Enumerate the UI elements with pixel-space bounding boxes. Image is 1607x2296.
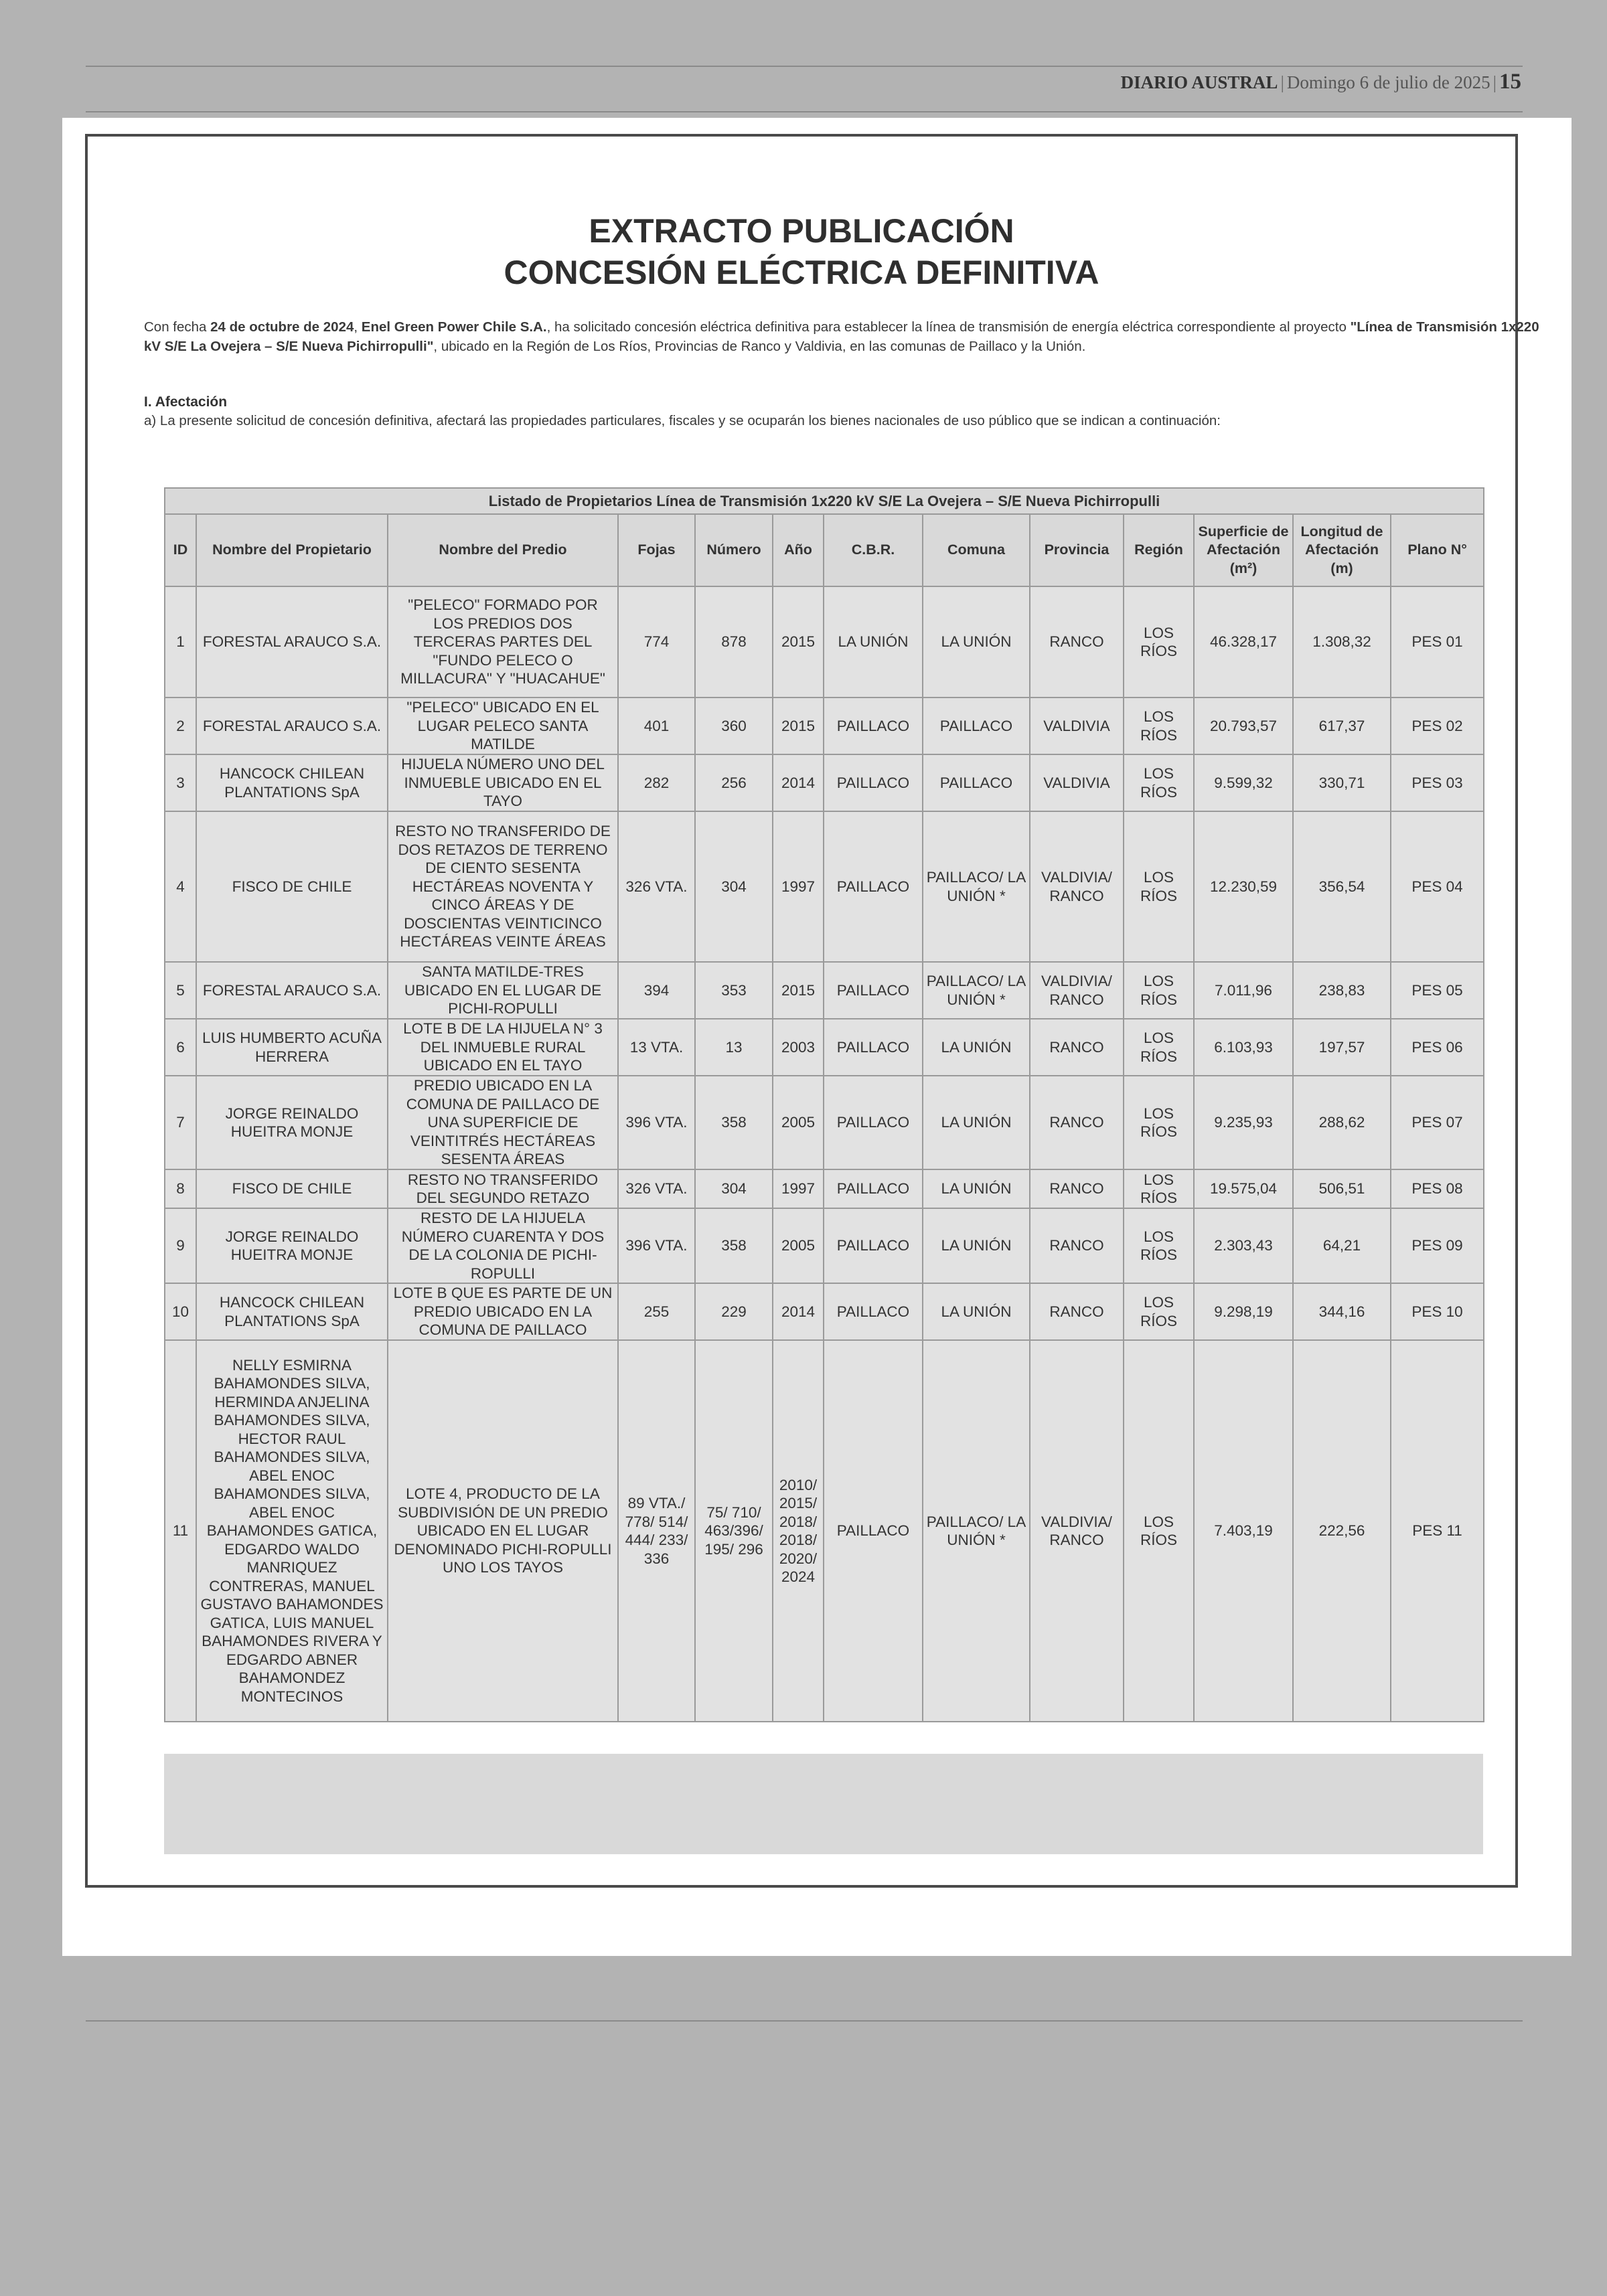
cell-provincia: VALDIVIA/ RANCO (1030, 1340, 1124, 1722)
cell-provincia: VALDIVIA (1030, 698, 1124, 754)
cell-region: LOS RÍOS (1124, 962, 1194, 1019)
intro-text: , (354, 319, 362, 335)
owners-table (164, 487, 1484, 1722)
cell-provincia: RANCO (1030, 1076, 1124, 1169)
cell-longitud: 617,37 (1293, 698, 1391, 754)
masthead: DIARIO AUSTRAL | Domingo 6 de julio de 2025 | 15 (1120, 70, 1521, 94)
footer-blank-box (164, 1754, 1483, 1854)
cell-fojas: 396 VTA. (618, 1076, 695, 1169)
cell-id: 11 (165, 1340, 196, 1722)
cell-superficie: 19.575,04 (1194, 1169, 1293, 1208)
cell-provincia: RANCO (1030, 586, 1124, 698)
cell-anio: 2005 (773, 1208, 824, 1283)
col-header-region: Región (1124, 514, 1194, 586)
notice-sheet (62, 118, 1572, 1956)
col-header-numero: Número (695, 514, 773, 586)
cell-fojas: 396 VTA. (618, 1208, 695, 1283)
cell-comuna: LA UNIÓN (923, 1169, 1030, 1208)
cell-plano: PES 03 (1391, 754, 1484, 811)
cell-provincia: RANCO (1030, 1169, 1124, 1208)
intro-date: 24 de octubre de 2024 (210, 319, 354, 335)
col-header-cbr: C.B.R. (824, 514, 923, 586)
cell-plano: PES 10 (1391, 1283, 1484, 1340)
cell-cbr: PAILLACO (824, 698, 923, 754)
cell-region: LOS RÍOS (1124, 1208, 1194, 1283)
cell-cbr: PAILLACO (824, 1076, 923, 1169)
page-number: 15 (1499, 70, 1521, 94)
table-row (165, 586, 1484, 698)
cell-fojas: 326 VTA. (618, 811, 695, 962)
table-row (165, 1283, 1484, 1340)
notice-title (88, 210, 1515, 293)
cell-provincia: VALDIVIA (1030, 754, 1124, 811)
table-row (165, 962, 1484, 1019)
cell-fojas: 394 (618, 962, 695, 1019)
cell-numero: 358 (695, 1076, 773, 1169)
bottom-rule (86, 2020, 1523, 2022)
cell-anio: 2014 (773, 754, 824, 811)
cell-fojas: 282 (618, 754, 695, 811)
cell-owner: HANCOCK CHILEAN PLANTATIONS SpA (196, 1283, 388, 1340)
cell-comuna: LA UNIÓN (923, 1283, 1030, 1340)
cell-superficie: 46.328,17 (1194, 586, 1293, 698)
cell-longitud: 330,71 (1293, 754, 1391, 811)
cell-numero: 878 (695, 586, 773, 698)
cell-owner: FORESTAL ARAUCO S.A. (196, 586, 388, 698)
cell-numero: 304 (695, 811, 773, 962)
table-row (165, 698, 1484, 754)
cell-longitud: 356,54 (1293, 811, 1391, 962)
cell-comuna: PAILLACO/ LA UNIÓN * (923, 811, 1030, 962)
cell-id: 8 (165, 1169, 196, 1208)
cell-cbr: PAILLACO (824, 1340, 923, 1722)
col-header-plano: Plano N° (1391, 514, 1484, 586)
cell-predio: SANTA MATILDE-TRES UBICADO EN EL LUGAR DE PICHI-ROPULLI (388, 962, 618, 1019)
cell-predio: RESTO NO TRANSFERIDO DE DOS RETAZOS DE TERRENO DE CIENTO SESENTA HECTÁREAS NOVENTA Y CINCO ÁREAS Y DE DOSCIENTAS VEINTICINCO HECTÁREAS VEINTE ÁREAS (388, 811, 618, 962)
cell-plano: PES 01 (1391, 586, 1484, 698)
cell-numero: 304 (695, 1169, 773, 1208)
cell-comuna: LA UNIÓN (923, 586, 1030, 698)
section-a-text: a) La presente solicitud de concesión definitiva, afectará las propiedades particulares, fiscales y se ocuparán los bienes nacionales de uso público que se indican a continuación: (144, 413, 1221, 428)
cell-predio: LOTE B DE LA HIJUELA N° 3 DEL INMUEBLE RURAL UBICADO EN EL TAYO (388, 1019, 618, 1076)
cell-cbr: PAILLACO (824, 754, 923, 811)
col-header-predio: Nombre del Predio (388, 514, 618, 586)
cell-fojas: 326 VTA. (618, 1169, 695, 1208)
cell-owner: FORESTAL ARAUCO S.A. (196, 962, 388, 1019)
cell-superficie: 7.403,19 (1194, 1340, 1293, 1722)
masthead-underline (86, 111, 1523, 112)
title-line-2: CONCESIÓN ELÉCTRICA DEFINITIVA (504, 254, 1099, 291)
table-row (165, 1340, 1484, 1722)
cell-predio: "PELECO" UBICADO EN EL LUGAR PELECO SANTA MATILDE (388, 698, 618, 754)
table-row (165, 754, 1484, 811)
cell-predio: RESTO NO TRANSFERIDO DEL SEGUNDO RETAZO (388, 1169, 618, 1208)
cell-plano: PES 09 (1391, 1208, 1484, 1283)
cell-numero: 353 (695, 962, 773, 1019)
cell-region: LOS RÍOS (1124, 586, 1194, 698)
cell-predio: LOTE B QUE ES PARTE DE UN PREDIO UBICADO EN LA COMUNA DE PAILLACO (388, 1283, 618, 1340)
cell-superficie: 12.230,59 (1194, 811, 1293, 962)
cell-longitud: 506,51 (1293, 1169, 1391, 1208)
cell-anio: 1997 (773, 1169, 824, 1208)
cell-cbr: PAILLACO (824, 1208, 923, 1283)
table-row (165, 1076, 1484, 1169)
notice-frame (85, 134, 1539, 1888)
cell-region: LOS RÍOS (1124, 698, 1194, 754)
col-header-comuna: Comuna (923, 514, 1030, 586)
intro-text: Con fecha (144, 319, 211, 335)
cell-anio: 2005 (773, 1076, 824, 1169)
col-header-owner: Nombre del Propietario (196, 514, 388, 586)
cell-numero: 229 (695, 1283, 773, 1340)
cell-id: 5 (165, 962, 196, 1019)
cell-id: 3 (165, 754, 196, 811)
cell-region: LOS RÍOS (1124, 754, 1194, 811)
cell-provincia: VALDIVIA/ RANCO (1030, 811, 1124, 962)
cell-provincia: RANCO (1030, 1019, 1124, 1076)
cell-owner: JORGE REINALDO HUEITRA MONJE (196, 1208, 388, 1283)
intro-paragraph (144, 317, 1547, 356)
table-row (165, 811, 1484, 962)
cell-id: 2 (165, 698, 196, 754)
cell-anio: 2010/ 2015/ 2018/ 2018/ 2020/ 2024 (773, 1340, 824, 1722)
cell-longitud: 238,83 (1293, 962, 1391, 1019)
cell-provincia: VALDIVIA/ RANCO (1030, 962, 1124, 1019)
cell-longitud: 1.308,32 (1293, 586, 1391, 698)
cell-fojas: 89 VTA./ 778/ 514/ 444/ 233/ 336 (618, 1340, 695, 1722)
cell-region: LOS RÍOS (1124, 1340, 1194, 1722)
cell-owner: FISCO DE CHILE (196, 1169, 388, 1208)
cell-id: 6 (165, 1019, 196, 1076)
cell-cbr: PAILLACO (824, 1169, 923, 1208)
cell-id: 7 (165, 1076, 196, 1169)
cell-predio: LOTE 4, PRODUCTO DE LA SUBDIVISIÓN DE UN PREDIO UBICADO EN EL LUGAR DENOMINADO PICHI-ROPULLI UNO LOS TAYOS (388, 1340, 618, 1722)
cell-region: LOS RÍOS (1124, 1169, 1194, 1208)
table-caption: Listado de Propietarios Línea de Transmisión 1x220 kV S/E La Ovejera – S/E Nueva Pichirropulli (165, 488, 1484, 514)
title-line-1: EXTRACTO PUBLICACIÓN (589, 212, 1014, 250)
cell-owner: FORESTAL ARAUCO S.A. (196, 698, 388, 754)
table-row (165, 1019, 1484, 1076)
cell-comuna: PAILLACO (923, 754, 1030, 811)
cell-comuna: PAILLACO/ LA UNIÓN * (923, 962, 1030, 1019)
table-row (165, 1208, 1484, 1283)
cell-owner: FISCO DE CHILE (196, 811, 388, 962)
cell-owner: HANCOCK CHILEAN PLANTATIONS SpA (196, 754, 388, 811)
table-row (165, 1169, 1484, 1208)
cell-superficie: 20.793,57 (1194, 698, 1293, 754)
cell-superficie: 7.011,96 (1194, 962, 1293, 1019)
cell-predio: RESTO DE LA HIJUELA NÚMERO CUARENTA Y DOS DE LA COLONIA DE PICHI-ROPULLI (388, 1208, 618, 1283)
cell-id: 10 (165, 1283, 196, 1340)
cell-plano: PES 05 (1391, 962, 1484, 1019)
cell-predio: "PELECO" FORMADO POR LOS PREDIOS DOS TERCERAS PARTES DEL "FUNDO PELECO O MILLACURA" Y "HUACAHUE" (388, 586, 618, 698)
cell-anio: 2015 (773, 586, 824, 698)
cell-comuna: LA UNIÓN (923, 1208, 1030, 1283)
cell-anio: 2003 (773, 1019, 824, 1076)
intro-text: , ubicado en la Región de Los Ríos, Provincias de Ranco y Valdivia, en las comunas de Paillaco y la Unión. (433, 339, 1086, 354)
intro-project: "Línea de Transmisión 1x220 kV S/E La Ovejera – S/E Nueva Pichirropulli" (144, 319, 1539, 354)
cell-region: LOS RÍOS (1124, 1076, 1194, 1169)
cell-plano: PES 04 (1391, 811, 1484, 962)
col-header-id: ID (165, 514, 196, 586)
cell-owner: NELLY ESMIRNA BAHAMONDES SILVA, HERMINDA ANJELINA BAHAMONDES SILVA, HECTOR RAUL BAHAMONDES SILVA, ABEL ENOC BAHAMONDES SILVA, ABEL ENOC BAHAMONDES GATICA, EDGARDO WALDO MANRIQUEZ CONTRERAS, MANUEL GUSTAVO BAHAMONDES GATICA, LUIS MANUEL BAHAMONDES RIVERA Y EDGARDO ABNER BAHAMONDEZ MONTECINOS (196, 1340, 388, 1722)
col-header-provincia: Provincia (1030, 514, 1124, 586)
cell-fojas: 774 (618, 586, 695, 698)
cell-longitud: 197,57 (1293, 1019, 1391, 1076)
table-header-row (165, 514, 1484, 586)
cell-anio: 2015 (773, 698, 824, 754)
cell-predio: PREDIO UBICADO EN LA COMUNA DE PAILLACO DE UNA SUPERFICIE DE VEINTITRÉS HECTÁREAS SESENTA ÁREAS (388, 1076, 618, 1169)
cell-predio: HIJUELA NÚMERO UNO DEL INMUEBLE UBICADO EN EL TAYO (388, 754, 618, 811)
cell-comuna: PAILLACO (923, 698, 1030, 754)
cell-cbr: PAILLACO (824, 1019, 923, 1076)
cell-owner: JORGE REINALDO HUEITRA MONJE (196, 1076, 388, 1169)
cell-id: 4 (165, 811, 196, 962)
cell-fojas: 13 VTA. (618, 1019, 695, 1076)
cell-numero: 75/ 710/ 463/396/ 195/ 296 (695, 1340, 773, 1722)
cell-superficie: 9.235,93 (1194, 1076, 1293, 1169)
cell-longitud: 222,56 (1293, 1340, 1391, 1722)
cell-comuna: PAILLACO/ LA UNIÓN * (923, 1340, 1030, 1722)
cell-fojas: 401 (618, 698, 695, 754)
cell-longitud: 64,21 (1293, 1208, 1391, 1283)
section-heading: I. Afectación (144, 394, 228, 410)
cell-superficie: 6.103,93 (1194, 1019, 1293, 1076)
top-rule (86, 66, 1523, 67)
cell-superficie: 9.599,32 (1194, 754, 1293, 811)
cell-region: LOS RÍOS (1124, 1283, 1194, 1340)
cell-numero: 360 (695, 698, 773, 754)
cell-owner: LUIS HUMBERTO ACUÑA HERRERA (196, 1019, 388, 1076)
cell-numero: 358 (695, 1208, 773, 1283)
cell-cbr: PAILLACO (824, 811, 923, 962)
cell-id: 1 (165, 586, 196, 698)
cell-fojas: 255 (618, 1283, 695, 1340)
cell-cbr: LA UNIÓN (824, 586, 923, 698)
cell-region: LOS RÍOS (1124, 811, 1194, 962)
col-header-anio: Año (773, 514, 824, 586)
cell-comuna: LA UNIÓN (923, 1076, 1030, 1169)
cell-plano: PES 06 (1391, 1019, 1484, 1076)
cell-comuna: LA UNIÓN (923, 1019, 1030, 1076)
cell-numero: 256 (695, 754, 773, 811)
cell-cbr: PAILLACO (824, 1283, 923, 1340)
cell-provincia: RANCO (1030, 1283, 1124, 1340)
cell-plano: PES 02 (1391, 698, 1484, 754)
cell-provincia: RANCO (1030, 1208, 1124, 1283)
cell-id: 9 (165, 1208, 196, 1283)
intro-text: , ha solicitado concesión eléctrica definitiva para establecer la línea de transmisión de energía eléctrica correspondiente al proyecto (546, 319, 1351, 335)
publication-name: DIARIO AUSTRAL (1120, 72, 1278, 92)
cell-region: LOS RÍOS (1124, 1019, 1194, 1076)
cell-anio: 2015 (773, 962, 824, 1019)
cell-superficie: 9.298,19 (1194, 1283, 1293, 1340)
intro-company: Enel Green Power Chile S.A. (361, 319, 547, 335)
cell-anio: 2014 (773, 1283, 824, 1340)
cell-plano: PES 07 (1391, 1076, 1484, 1169)
cell-numero: 13 (695, 1019, 773, 1076)
cell-longitud: 344,16 (1293, 1283, 1391, 1340)
cell-longitud: 288,62 (1293, 1076, 1391, 1169)
publication-date: Domingo 6 de julio de 2025 (1286, 72, 1490, 92)
col-header-superficie: Superficie de Afectación (m²) (1194, 514, 1293, 586)
cell-superficie: 2.303,43 (1194, 1208, 1293, 1283)
col-header-longitud: Longitud de Afectación (m) (1293, 514, 1391, 586)
col-header-fojas: Fojas (618, 514, 695, 586)
cell-plano: PES 08 (1391, 1169, 1484, 1208)
cell-plano: PES 11 (1391, 1340, 1484, 1722)
cell-anio: 1997 (773, 811, 824, 962)
cell-cbr: PAILLACO (824, 962, 923, 1019)
